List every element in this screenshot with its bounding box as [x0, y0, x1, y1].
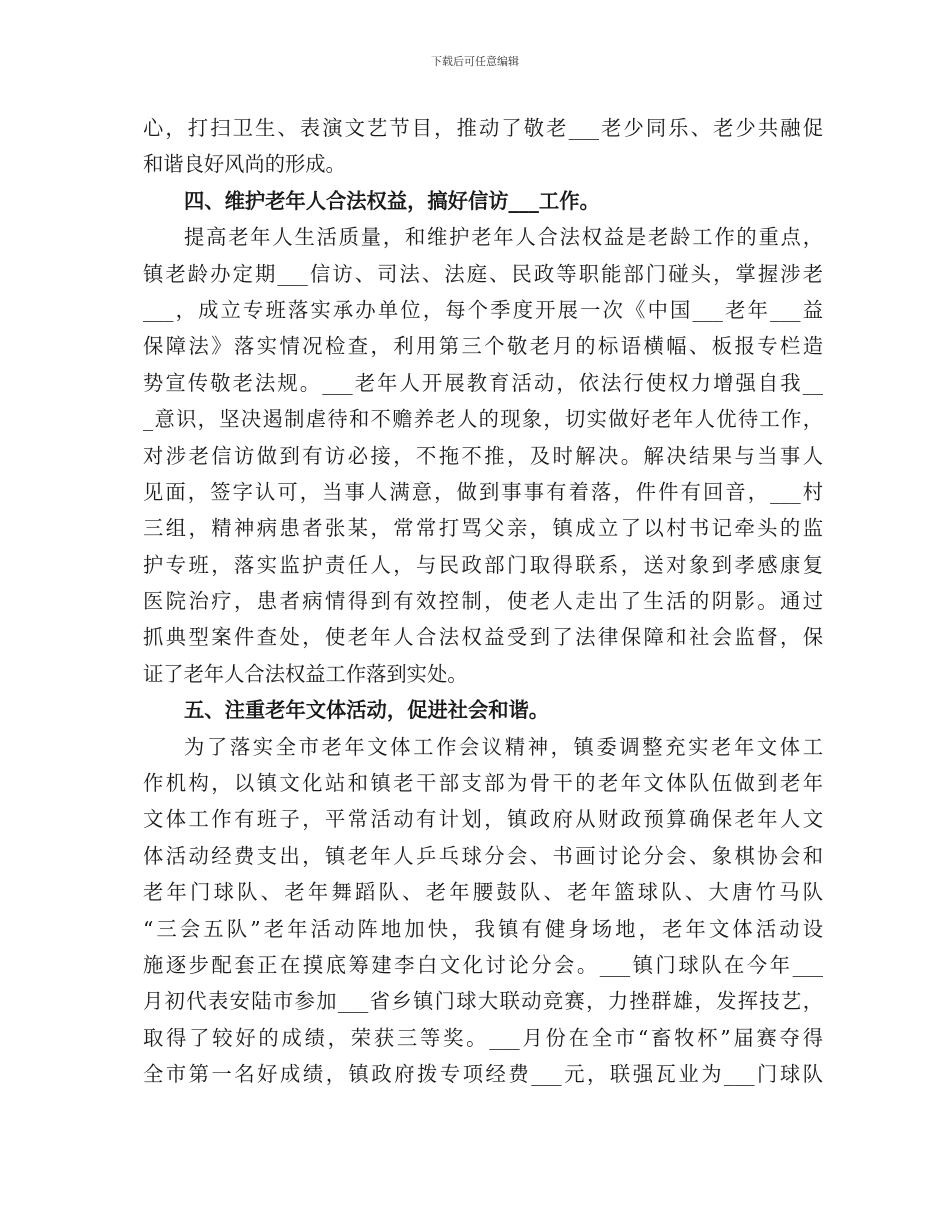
paragraph-line: ___，成立专班落实承办单位，每个季度开展一次《中国___老年___益 [143, 297, 823, 322]
paragraph-line: 见面，签字认可，当事人满意，做到事事有着落，件件有回音，___村 [143, 479, 823, 504]
paragraph-line: 保障法》落实情况检查，利用第三个敬老月的标语横幅、板报专栏造 [143, 334, 823, 359]
paragraph-line: 全市第一名好成绩，镇政府拨专项经费___元，联强瓦业为___门球队 [143, 1062, 823, 1087]
paragraph-line: 提高老年人生活质量，和维护老年人合法权益是老龄工作的重点， [184, 225, 823, 250]
section-heading: 四、维护老年人合法权益，搞好信访___工作。 [184, 188, 600, 213]
paragraph-line: 护专班，落实监护责任人，与民政部门取得联系，送对象到孝感康复 [143, 552, 823, 577]
paragraph-line: 老年门球队、老年舞蹈队、老年腰鼓队、老年篮球队、大唐竹马队 [143, 880, 823, 905]
paragraph-line: 月初代表安陆市参加___省乡镇门球大联动竞赛，力挫群雄，发挥技艺， [143, 989, 823, 1014]
section-heading: 五、注重老年文体活动，促进社会和谐。 [184, 698, 550, 723]
paragraph-line: 为了落实全市老年文体工作会议精神，镇委调整充实老年文体工 [184, 734, 823, 759]
paragraph-line: 体活动经费支出，镇老年人乒乓球分会、书画讨论分会、象棋协会和 [143, 843, 823, 868]
paragraph-line: 抓典型案件查处，使老年人合法权益受到了法律保障和社会监督，保 [143, 625, 823, 650]
paragraph-line: 作机构，以镇文化站和镇老干部支部为骨干的老年文体队伍做到老年 [143, 771, 823, 796]
paragraph-line: 施逐步配套正在摸底筹建李白文化讨论分会。___镇门球队在今年___ [143, 952, 823, 977]
paragraph-line: 证了老年人合法权益工作落到实处。 [143, 661, 468, 686]
paragraph-line: 文体工作有班子，平常活动有计划，镇政府从财政预算确保老年人文 [143, 807, 823, 832]
paragraph-line: 镇老龄办定期___信访、司法、法庭、民政等职能部门碰头，掌握涉老 [143, 261, 823, 286]
paragraph-line: 和谐良好风尚的形成。 [143, 152, 346, 177]
paragraph-line: 三组，精神病患者张某，常常打骂父亲，镇成立了以村书记牵头的监 [143, 516, 823, 541]
paragraph-line: 势宣传敬老法规。___老年人开展教育活动，依法行使权力增强自我__ [143, 370, 823, 395]
paragraph-line: 医院治疗，患者病情得到有效控制，使老人走出了生活的阴影。通过 [143, 589, 823, 614]
paragraph-line: _意识，坚决遏制虐待和不赡养老人的现象，切实做好老年人优待工作， [143, 407, 823, 432]
page-header: 下载后可任意编辑 [431, 55, 519, 68]
paragraph-line: 心，打扫卫生、表演文艺节目，推动了敬老___老少同乐、老少共融促 [143, 116, 823, 140]
paragraph-line: “三会五队”老年活动阵地加快，我镇有健身场地，老年文体活动设 [143, 916, 823, 941]
document-body [143, 110, 823, 1093]
paragraph-line: 对涉老信访做到有访必接，不拖不推，及时解决。解决结果与当事人 [143, 443, 823, 468]
paragraph-line: 取得了较好的成绩，荣获三等奖。___月份在全市“畜牧杯”届赛夺得 [143, 1025, 823, 1050]
